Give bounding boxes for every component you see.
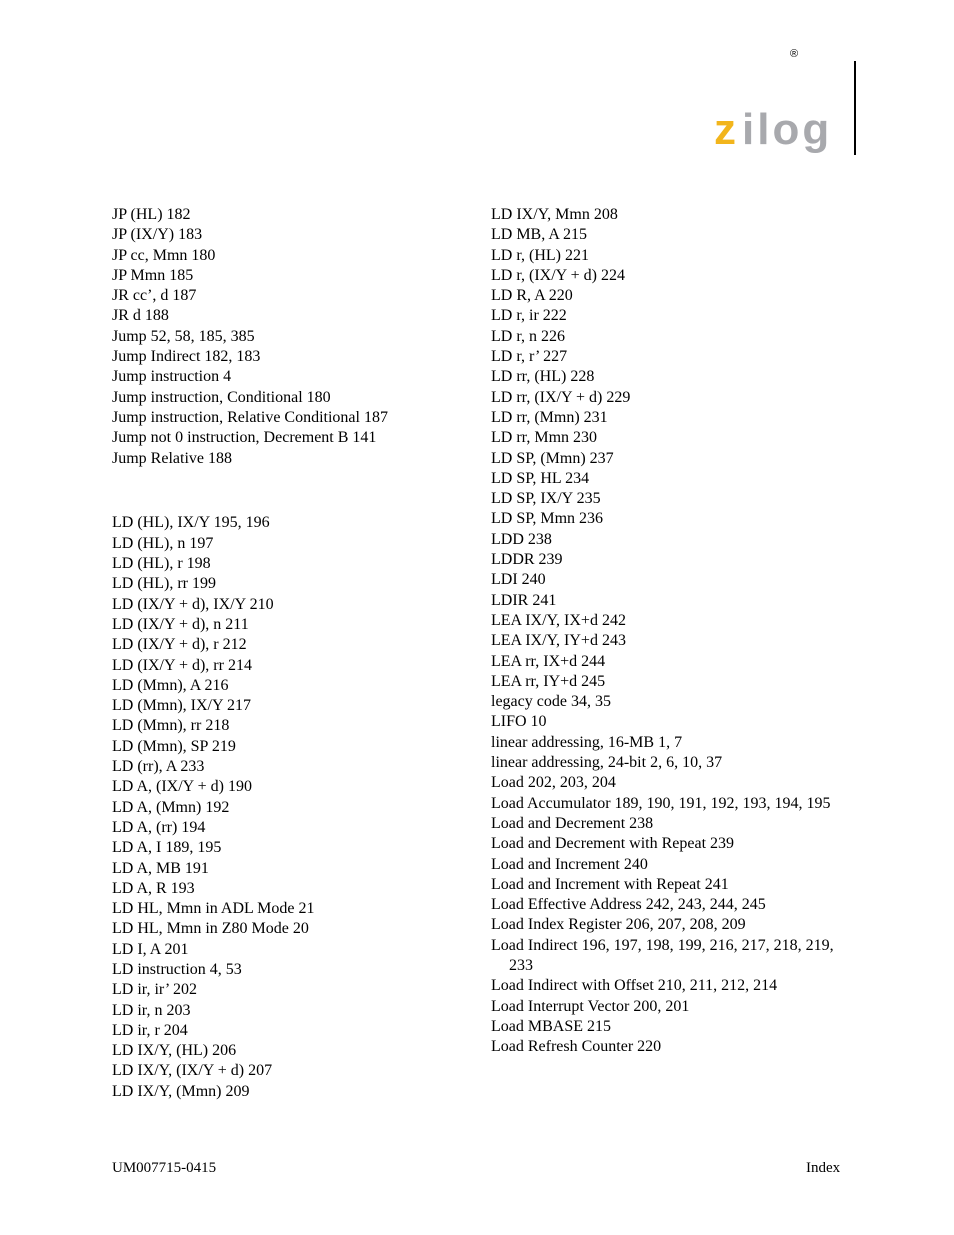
index-entry: LD R, A 220 xyxy=(491,287,573,305)
index-entry: LD ir, ir’ 202 xyxy=(112,981,197,999)
index-entry: JR d 188 xyxy=(112,307,169,325)
index-entry: LD ir, n 203 xyxy=(112,1001,191,1019)
index-entry: LEA IX/Y, IY+d 243 xyxy=(491,632,626,650)
index-entry: LD I, A 201 xyxy=(112,940,189,958)
index-entry: JP (HL) 182 xyxy=(112,206,191,223)
index-entry: LDDR 239 xyxy=(491,551,563,569)
index-entry: Load Accumulator 189, 190, 191, 192, 193, 194, 195 xyxy=(491,794,831,812)
index-entry: LD (IX/Y + d), IX/Y 210 xyxy=(112,595,274,613)
index-entry: Jump not 0 instruction, Decrement B 141 xyxy=(112,429,377,447)
index-entry: LD rr, (IX/Y + d) 229 xyxy=(491,388,631,406)
index-entry: LD r, (HL) 221 xyxy=(491,246,589,264)
index-entry: LIFO 10 xyxy=(491,713,547,731)
index-entry: Load and Decrement with Repeat 239 xyxy=(491,835,735,853)
index-entry: LDD 238 xyxy=(491,530,552,548)
index-entry: LD (HL), r 198 xyxy=(112,555,211,573)
index-entry: Jump Indirect 182, 183 xyxy=(112,348,261,366)
index-entry: LD ir, r 204 xyxy=(112,1021,188,1039)
index-entry: LD HL, Mmn in ADL Mode 21 xyxy=(112,900,315,918)
index-entry: LD A, (Mmn) 192 xyxy=(112,798,230,816)
section-label: Index xyxy=(806,1160,841,1176)
index-entry: LD A, I 189, 195 xyxy=(112,839,222,857)
index-entry: LD (Mmn), rr 218 xyxy=(112,717,230,735)
index-column-left xyxy=(112,205,472,1102)
index-entry: LD r, n 226 xyxy=(491,327,566,345)
index-entry: LD (Mmn), IX/Y 217 xyxy=(112,697,251,715)
index-entry: Load Indirect 196, 197, 198, 199, 216, 217, 218, 219, 233 xyxy=(491,936,834,974)
index-entry: Load and Increment 240 xyxy=(491,855,648,873)
index-entry: Load Interrupt Vector 200, 201 xyxy=(491,997,690,1015)
index-entry: Load and Increment with Repeat 241 xyxy=(491,875,729,893)
index-entry: LDIR 241 xyxy=(491,591,557,609)
index-entry: Jump instruction, Relative Conditional 187 xyxy=(112,408,388,426)
index-entry: LEA rr, IX+d 244 xyxy=(491,652,606,670)
index-entry: LD rr, Mmn 230 xyxy=(491,429,598,447)
index-entry: LD IX/Y, (HL) 206 xyxy=(112,1042,237,1060)
index-entry: LD (rr), A 233 xyxy=(112,758,205,776)
index-entry: JP Mmn 185 xyxy=(112,266,194,284)
index-entry: LD (IX/Y + d), rr 214 xyxy=(112,656,252,674)
index-entry: LD SP, IX/Y 235 xyxy=(491,490,601,508)
index-entry: LD IX/Y, (IX/Y + d) 207 xyxy=(112,1062,273,1080)
index-entry: LD rr, (HL) 228 xyxy=(491,368,595,386)
index-entry: JR cc’, d 187 xyxy=(112,287,197,305)
svg-text:z: z xyxy=(714,105,736,154)
index-entry: LD A, R 193 xyxy=(112,879,195,897)
index-entry: Load Indirect with Offset 210, 211, 212, 214 xyxy=(491,977,778,995)
index-entry: LDI 240 xyxy=(491,571,546,589)
index-entry: Load Refresh Counter 220 xyxy=(491,1038,662,1056)
index-entry: LD SP, Mmn 236 xyxy=(491,510,604,528)
index-entry: legacy code 34, 35 xyxy=(491,693,611,711)
index-entry: LD (Mmn), A 216 xyxy=(112,676,229,694)
index-entry: LD IX/Y, Mmn 208 xyxy=(491,206,618,223)
index-entry: LEA IX/Y, IX+d 242 xyxy=(491,611,626,629)
index-entry: Load Effective Address 242, 243, 244, 245 xyxy=(491,896,766,914)
index-entry: LD SP, HL 234 xyxy=(491,469,590,487)
index-entry: LEA rr, IY+d 245 xyxy=(491,672,606,690)
index-entry: JP cc, Mmn 180 xyxy=(112,246,216,264)
index-entry: LD (HL), rr 199 xyxy=(112,575,216,593)
doc-number: UM007715-0415 xyxy=(112,1160,217,1176)
index-entry: LD (Mmn), SP 219 xyxy=(112,737,236,755)
index-entry: Jump 52, 58, 185, 385 xyxy=(112,327,255,345)
index-entry: LD A, MB 191 xyxy=(112,859,209,877)
index-entry: LD A, (IX/Y + d) 190 xyxy=(112,778,252,796)
index-entry: LD (IX/Y + d), r 212 xyxy=(112,636,247,654)
index-entry: LD (HL), n 197 xyxy=(112,534,214,552)
index-entry: Load 202, 203, 204 xyxy=(491,774,616,792)
index-entry: LD rr, (Mmn) 231 xyxy=(491,408,608,426)
index-entry: Jump Relative 188 xyxy=(112,449,232,467)
index-entry: linear addressing, 16-MB 1, 7 xyxy=(491,733,683,751)
index-entry: Jump instruction, Conditional 180 xyxy=(112,388,331,406)
index-entry: LD A, (rr) 194 xyxy=(112,818,206,836)
index-entry: LD r, r’ 227 xyxy=(491,348,568,366)
index-entry: LD instruction 4, 53 xyxy=(112,960,242,978)
index-entry: LD r, ir 222 xyxy=(491,307,567,325)
index-entry: LD HL, Mmn in Z80 Mode 20 xyxy=(112,920,309,938)
group-spacer xyxy=(112,469,472,514)
index-entry: LD MB, A 215 xyxy=(491,226,588,244)
index-entry: LD (HL), IX/Y 195, 196 xyxy=(112,514,270,532)
index-entry: Load and Decrement 238 xyxy=(491,814,654,832)
index-entry: LD SP, (Mmn) 237 xyxy=(491,449,614,467)
index-entry: JP (IX/Y) 183 xyxy=(112,226,203,244)
index-entry: Load MBASE 215 xyxy=(491,1017,611,1035)
index-entry: Load Index Register 206, 207, 208, 209 xyxy=(491,916,746,934)
index-entry: LD (IX/Y + d), n 211 xyxy=(112,615,249,633)
index-entry: LD r, (IX/Y + d) 224 xyxy=(491,266,625,284)
index-group-l xyxy=(112,513,472,1102)
index-entry: linear addressing, 24-bit 2, 6, 10, 37 xyxy=(491,754,723,772)
header-divider xyxy=(854,61,856,155)
zilog-logo xyxy=(712,104,844,160)
registered-mark: ® xyxy=(790,48,799,60)
index-entry: LD IX/Y, (Mmn) 209 xyxy=(112,1082,250,1100)
index-entry: Jump instruction 4 xyxy=(112,368,232,386)
index-column-right xyxy=(491,205,836,1057)
index-group-j xyxy=(112,205,472,469)
svg-text:ilog: ilog xyxy=(742,105,833,154)
